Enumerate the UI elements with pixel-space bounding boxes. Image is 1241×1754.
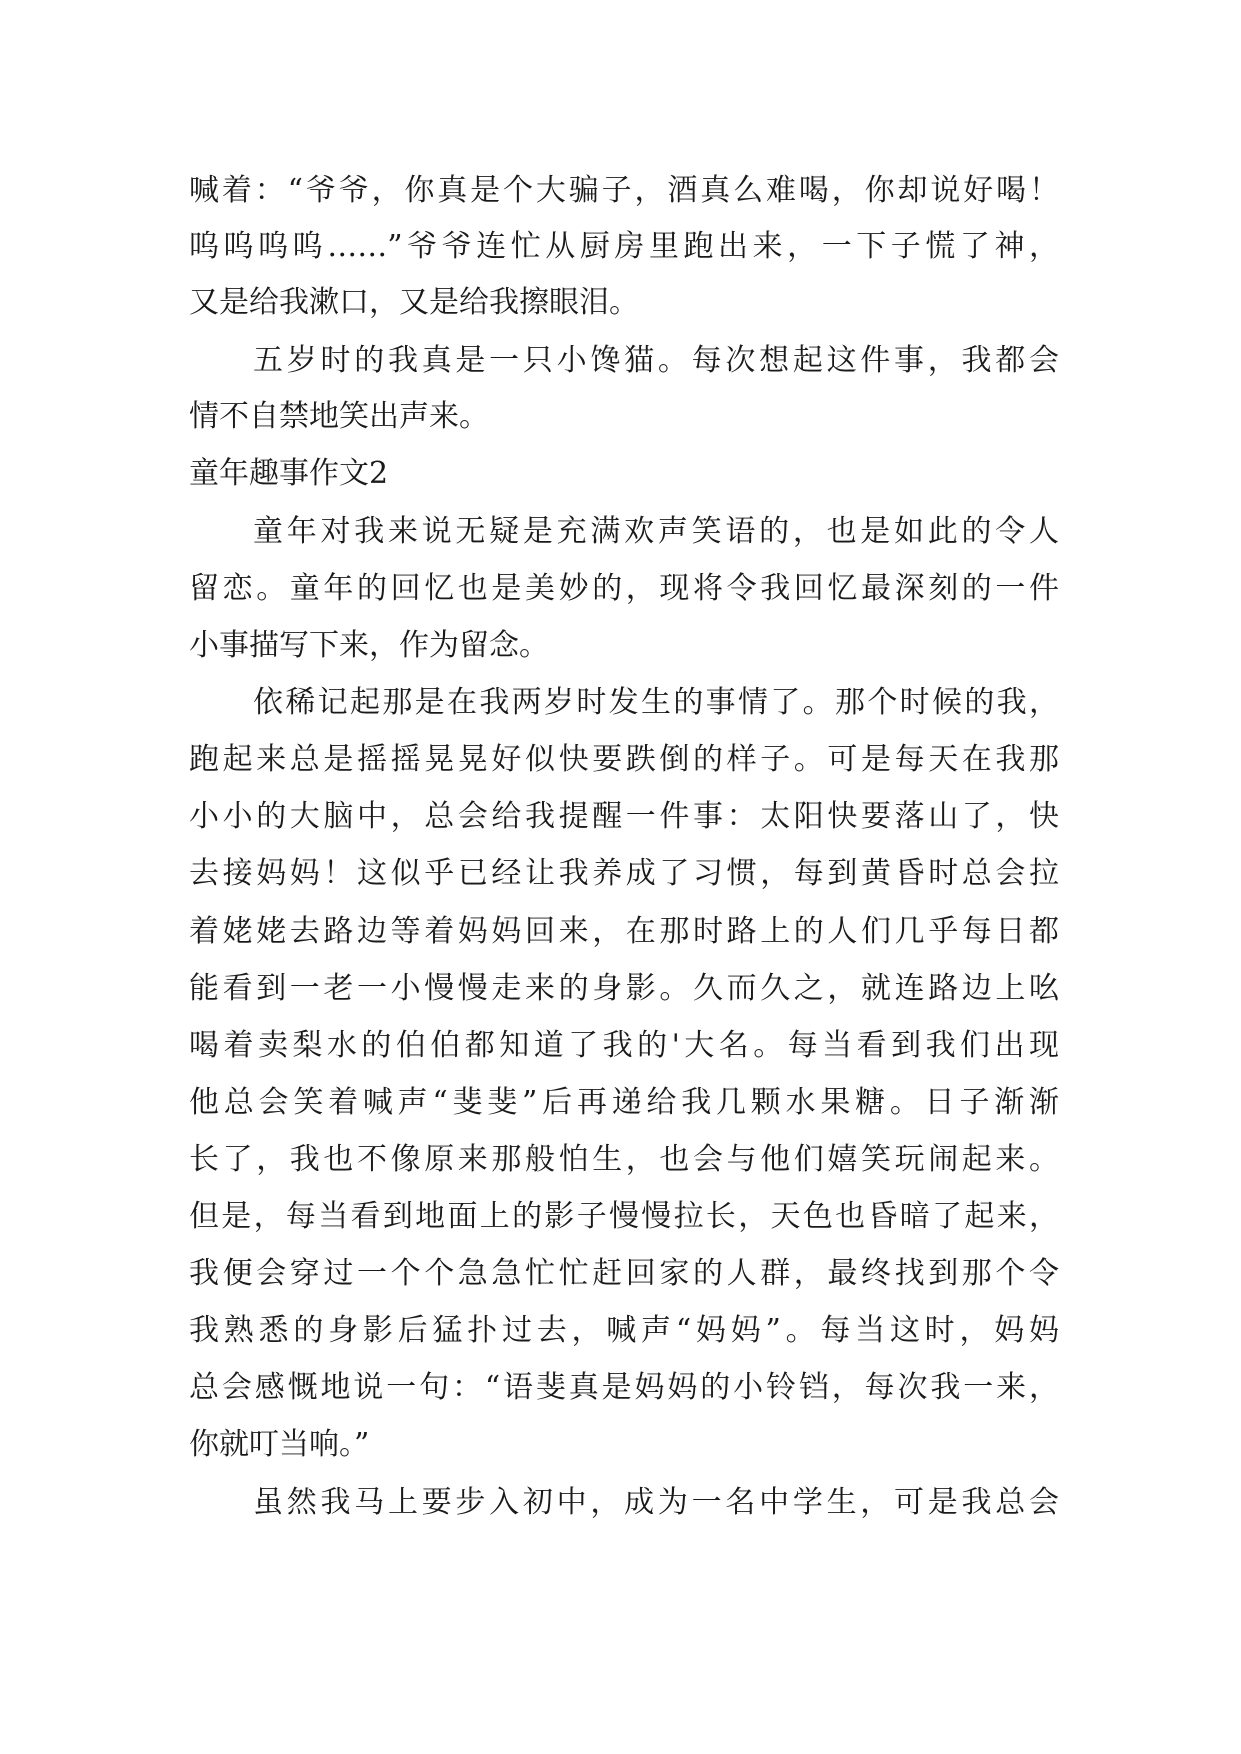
paragraph-line: 小小的大脑中，总会给我提醒一件事：太阳快要落山了，快 — [189, 799, 1059, 834]
paragraph-line: 又是给我漱口，又是给我擦眼泪。 — [189, 285, 639, 320]
paragraph-line: 呜呜呜呜……”爷爷连忙从厨房里跑出来，一下子慌了神， — [189, 229, 1059, 264]
paragraph-line: 我便会穿过一个个急急忙忙赶回家的人群，最终找到那个令 — [189, 1256, 1059, 1291]
paragraph-line: 依稀记起那是在我两岁时发生的事情了。那个时候的我， — [253, 685, 1059, 720]
paragraph-line: 总会感慨地说一句：“语斐真是妈妈的小铃铛，每次我一来， — [189, 1370, 1059, 1405]
paragraph-line: 童年对我来说无疑是充满欢声笑语的，也是如此的令人 — [253, 514, 1059, 549]
paragraph-line: 喊着：“爷爷，你真是个大骗子，酒真么难喝，你却说好喝！ — [189, 173, 1059, 208]
paragraph-line: 五岁时的我真是一只小馋猫。每次想起这件事，我都会 — [253, 343, 1059, 378]
paragraph-line: 去接妈妈！这似乎已经让我养成了习惯，每到黄昏时总会拉 — [189, 856, 1059, 891]
paragraph-line: 能看到一老一小慢慢走来的身影。久而久之，就连路边上吆 — [189, 971, 1059, 1006]
paragraph-line: 喝着卖梨水的伯伯都知道了我的'大名。每当看到我们出现 — [189, 1028, 1059, 1063]
paragraph-line: 我熟悉的身影后猛扑过去，喊声“妈妈”。每当这时，妈妈 — [189, 1313, 1059, 1348]
paragraph-line: 但是，每当看到地面上的影子慢慢拉长，天色也昏暗了起来， — [189, 1199, 1059, 1234]
paragraph-line: 长了，我也不像原来那般怕生，也会与他们嬉笑玩闹起来。 — [189, 1142, 1059, 1177]
paragraph-line: 着姥姥去路边等着妈妈回来，在那时路上的人们几乎每日都 — [189, 914, 1059, 949]
paragraph-line: 你就叮当响。” — [189, 1427, 370, 1462]
paragraph-line: 情不自禁地笑出声来。 — [189, 399, 489, 434]
paragraph-line: 留恋。童年的回忆也是美妙的，现将令我回忆最深刻的一件 — [189, 571, 1059, 606]
paragraph-line: 跑起来总是摇摇晃晃好似快要跌倒的样子。可是每天在我那 — [189, 742, 1059, 777]
paragraph-line: 小事描写下来，作为留念。 — [189, 628, 549, 663]
section-heading: 童年趣事作文2 — [189, 456, 389, 491]
paragraph-line: 他总会笑着喊声“斐斐”后再递给我几颗水果糖。日子渐渐 — [189, 1085, 1059, 1120]
paragraph-line: 虽然我马上要步入初中，成为一名中学生，可是我总会 — [253, 1485, 1059, 1520]
